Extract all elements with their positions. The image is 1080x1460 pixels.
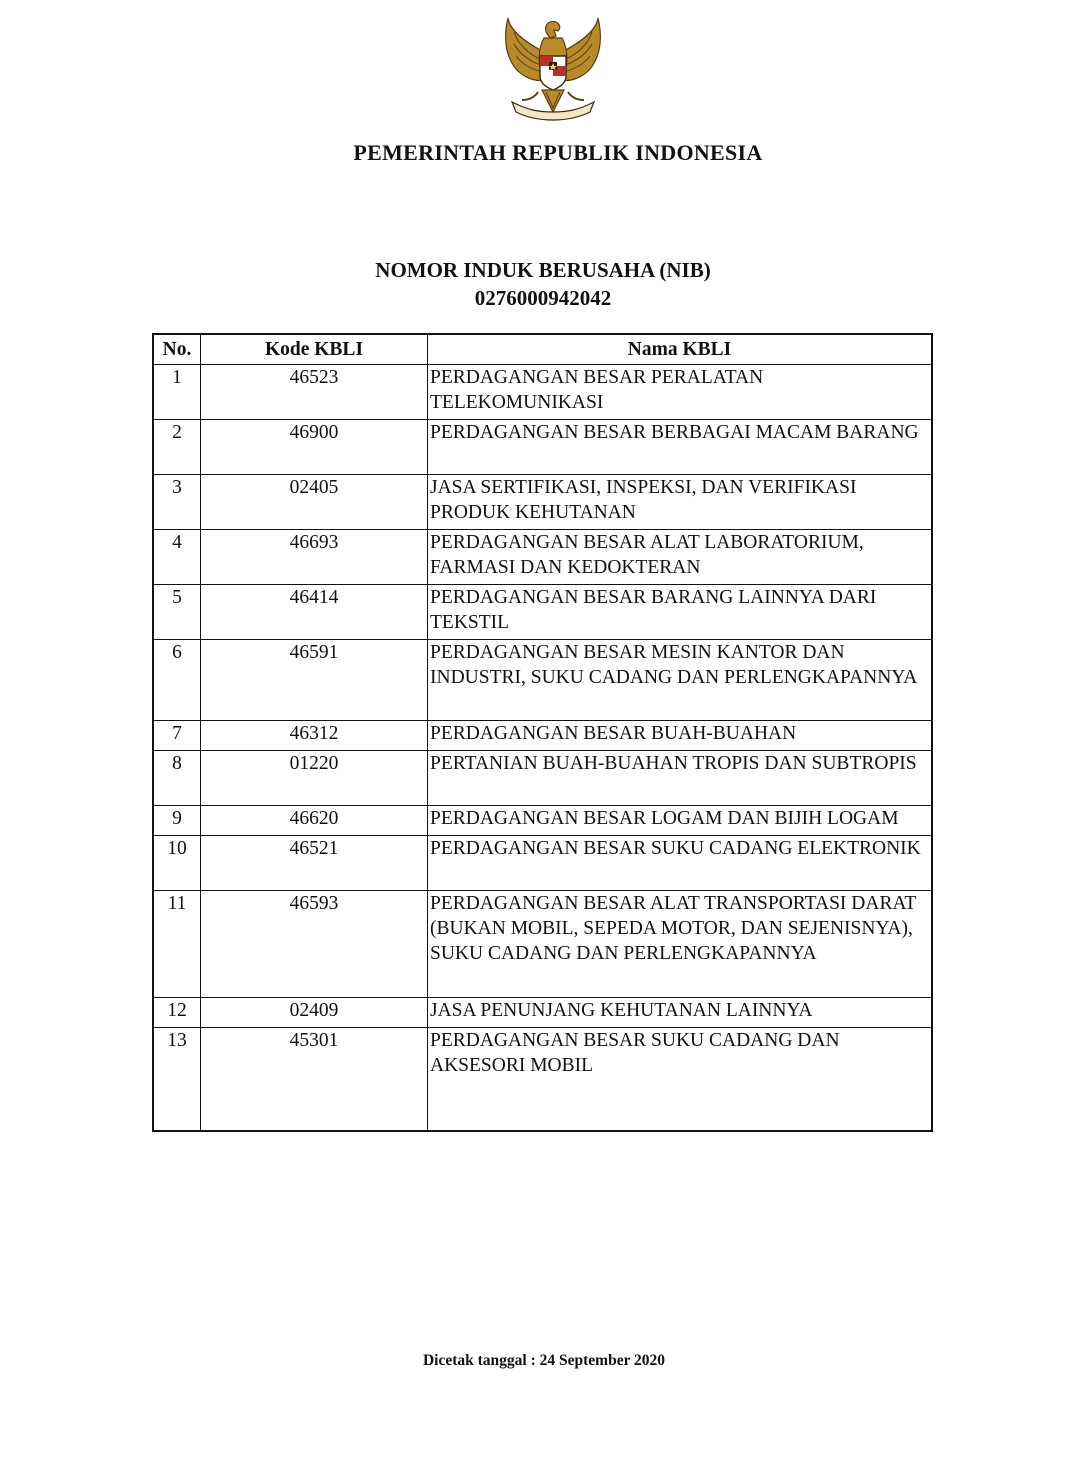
garuda-emblem-icon: [498, 14, 608, 126]
row-no: 10: [153, 836, 201, 891]
row-name: PERDAGANGAN BESAR BERBAGAI MACAM BARANG: [428, 420, 933, 475]
row-name: JASA SERTIFIKASI, INSPEKSI, DAN VERIFIKASI PRODUK KEHUTANAN: [428, 475, 933, 530]
row-code: 01220: [201, 751, 428, 806]
table-row: [153, 640, 932, 721]
kbli-table: [152, 333, 933, 1132]
table-header-row: [153, 334, 932, 365]
printed-date: Dicetak tanggal : 24 September 2020: [422, 1352, 666, 1369]
row-name: PERDAGANGAN BESAR MESIN KANTOR DAN INDUSTRI, SUKU CADANG DAN PERLENGKAPANNYA: [428, 640, 933, 721]
header-code: Kode KBLI: [201, 334, 428, 365]
row-no: 12: [153, 998, 201, 1028]
nib-number: 0276000942042: [474, 286, 612, 310]
row-no: 2: [153, 420, 201, 475]
row-no: 4: [153, 530, 201, 585]
row-code: 46593: [201, 891, 428, 998]
row-no: 9: [153, 806, 201, 836]
row-name: PERDAGANGAN BESAR PERALATAN TELEKOMUNIKASI: [428, 365, 933, 420]
table-row: [153, 585, 932, 640]
row-name: PERDAGANGAN BESAR LOGAM DAN BIJIH LOGAM: [428, 806, 933, 836]
row-code: 02405: [201, 475, 428, 530]
row-code: 02409: [201, 998, 428, 1028]
nib-title: NOMOR INDUK BERUSAHA (NIB): [375, 258, 711, 282]
nib-heading: [0, 256, 1080, 312]
row-code: 46591: [201, 640, 428, 721]
row-code: 46521: [201, 836, 428, 891]
table-row: [153, 998, 932, 1028]
row-no: 1: [153, 365, 201, 420]
table-row: [153, 420, 932, 475]
government-title: PEMERINTAH REPUBLIK INDONESIA: [353, 140, 763, 165]
row-name: PERDAGANGAN BESAR BARANG LAINNYA DARI TEKSTIL: [428, 585, 933, 640]
row-no: 5: [153, 585, 201, 640]
table-row: [153, 365, 932, 420]
table-row: [153, 1028, 932, 1131]
table-row: [153, 836, 932, 891]
row-name: JASA PENUNJANG KEHUTANAN LAINNYA: [428, 998, 933, 1028]
row-code: 46620: [201, 806, 428, 836]
row-no: 8: [153, 751, 201, 806]
row-no: 6: [153, 640, 201, 721]
row-name: PERDAGANGAN BESAR SUKU CADANG ELEKTRONIK: [428, 836, 933, 891]
row-code: 46693: [201, 530, 428, 585]
row-no: 7: [153, 721, 201, 751]
table-row: [153, 751, 932, 806]
row-no: 3: [153, 475, 201, 530]
header-no: No.: [153, 334, 201, 365]
row-name: PERDAGANGAN BESAR ALAT TRANSPORTASI DARAT (BUKAN MOBIL, SEPEDA MOTOR, DAN SEJENISNYA), SUKU CADANG DAN PERLENGKAPANNYA: [428, 891, 933, 998]
row-code: 46523: [201, 365, 428, 420]
row-code: 46414: [201, 585, 428, 640]
table-row: [153, 721, 932, 751]
table-row: [153, 530, 932, 585]
row-code: 45301: [201, 1028, 428, 1131]
row-name: PERDAGANGAN BESAR BUAH-BUAHAN: [428, 721, 933, 751]
header-name: Nama KBLI: [428, 334, 933, 365]
row-name: PERTANIAN BUAH-BUAHAN TROPIS DAN SUBTROPIS: [428, 751, 933, 806]
row-code: 46900: [201, 420, 428, 475]
row-name: PERDAGANGAN BESAR SUKU CADANG DAN AKSESORI MOBIL: [428, 1028, 933, 1131]
row-name: PERDAGANGAN BESAR ALAT LABORATORIUM, FARMASI DAN KEDOKTERAN: [428, 530, 933, 585]
row-no: 11: [153, 891, 201, 998]
table-row: [153, 806, 932, 836]
table-row: [153, 891, 932, 998]
table-row: [153, 475, 932, 530]
row-code: 46312: [201, 721, 428, 751]
row-no: 13: [153, 1028, 201, 1131]
